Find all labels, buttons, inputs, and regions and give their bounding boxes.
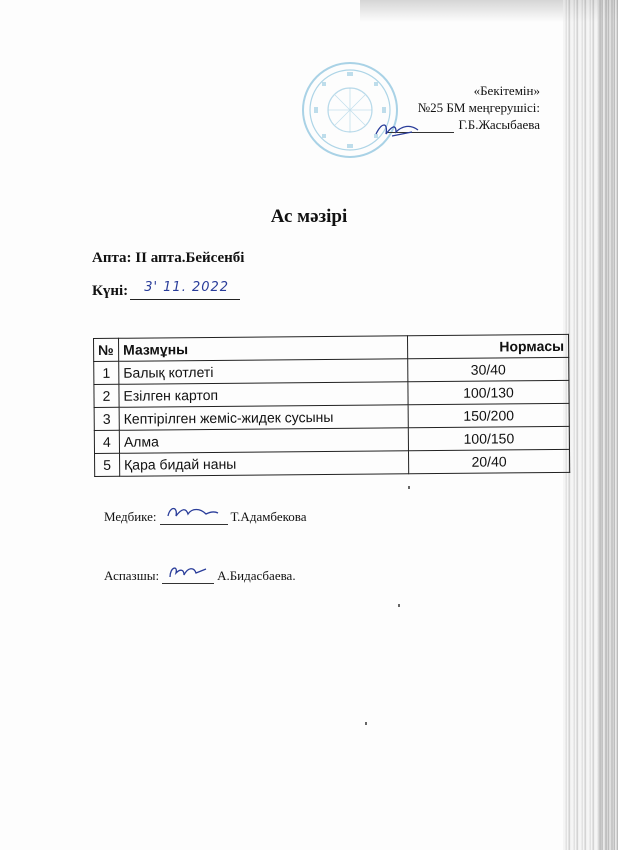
row-number: 5 [95, 453, 120, 476]
approval-heading: «Бекітемін» [473, 83, 540, 98]
table-row [95, 449, 570, 476]
scan-speck [365, 722, 367, 725]
row-dish: Кептірілген жеміс-жидек сусыны [119, 405, 408, 431]
row-number: 2 [94, 384, 119, 407]
head-signature-icon [372, 118, 432, 142]
nurse-signature-line [160, 510, 228, 525]
row-dish: Езілген картоп [119, 382, 408, 408]
table-row [94, 357, 569, 384]
menu-table [93, 334, 570, 477]
nurse-label: Медбике: [104, 509, 157, 524]
row-norm: 30/40 [408, 357, 569, 381]
row-number: 1 [94, 361, 119, 384]
row-norm: 100/150 [408, 426, 569, 450]
nurse-name: Т.Адамбекова [230, 509, 307, 524]
date-line [130, 280, 240, 300]
table-row [94, 380, 569, 407]
cook-signature-row [104, 568, 296, 584]
scan-speck [408, 486, 410, 489]
nurse-signature-row [104, 509, 307, 525]
scan-speck [398, 604, 400, 607]
date-label: Күні: [92, 283, 129, 299]
row-number: 4 [94, 430, 119, 453]
row-norm: 100/130 [408, 380, 569, 404]
week-label: Апта: II апта.Бейсенбі [92, 250, 245, 266]
cook-name: А.Бидасбаева. [217, 568, 296, 583]
cook-label: Аспазшы: [104, 568, 160, 583]
row-norm: 20/40 [408, 449, 569, 473]
header-number: № [94, 338, 119, 361]
cook-signature-line [162, 569, 214, 584]
row-dish: Алма [119, 428, 408, 454]
cook-signature-icon [164, 561, 214, 583]
row-dish: Қара бидай наны [120, 451, 409, 477]
row-number: 3 [94, 407, 119, 430]
row-norm: 150/200 [408, 403, 569, 427]
header-content: Мазмұны [119, 336, 408, 362]
page-title: Ас мәзірі [270, 206, 348, 227]
approval-head-name: Г.Б.Жасыбаева [458, 117, 540, 132]
date-value: 3' 11. 2022 [144, 280, 230, 295]
scan-edge-noise-dark [598, 0, 618, 850]
table-row [94, 403, 569, 430]
nurse-signature-icon [162, 502, 222, 524]
table-row [94, 426, 569, 453]
date-row [92, 280, 240, 300]
header-norm: Нормасы [407, 334, 568, 358]
approval-position: №25 БМ меңгерушісі: [417, 100, 540, 115]
row-dish: Балық котлеті [119, 359, 408, 385]
